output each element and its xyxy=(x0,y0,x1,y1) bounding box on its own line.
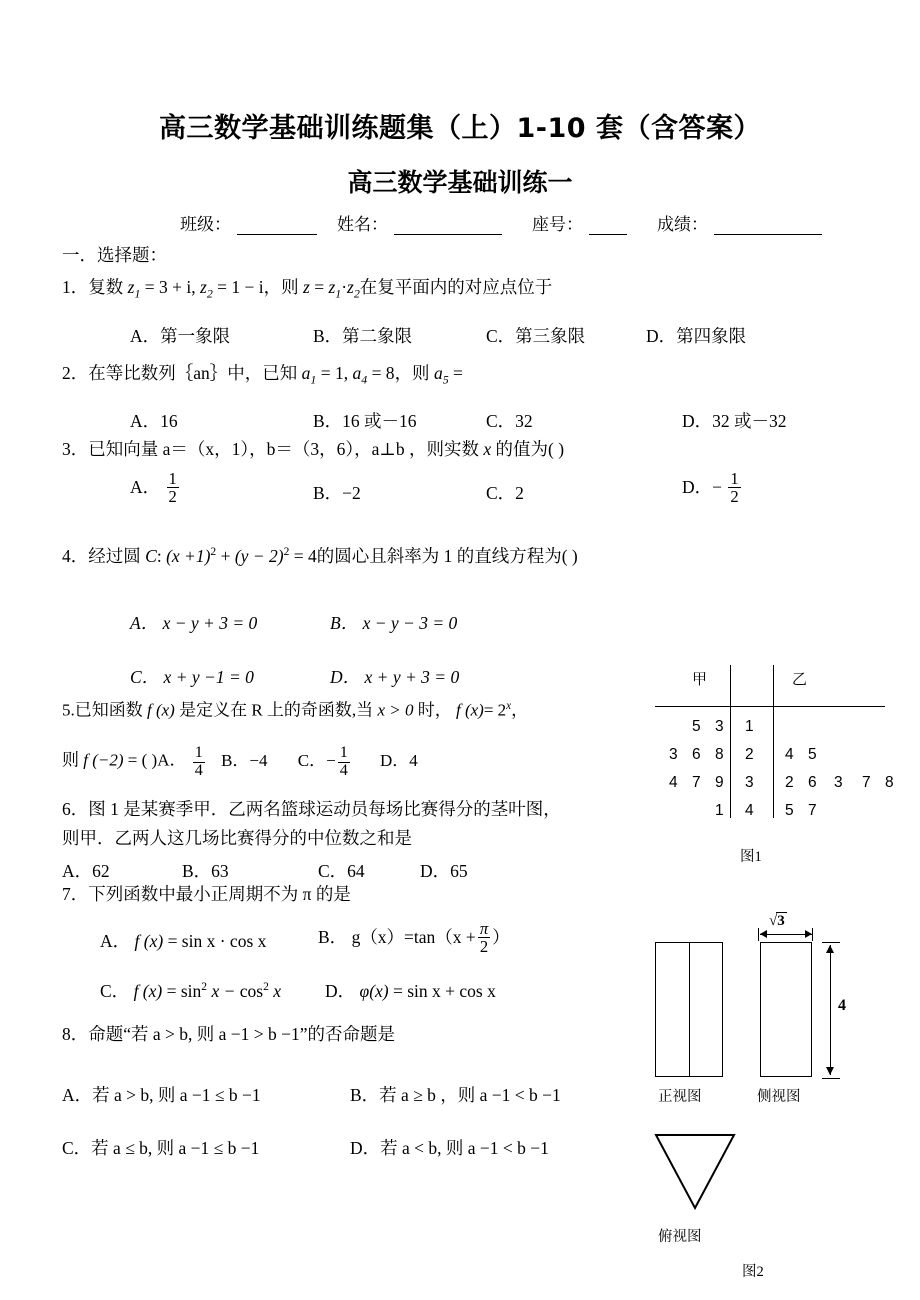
fraction-numerator: 1 xyxy=(168,469,177,488)
dimension-cap-left xyxy=(758,928,759,941)
stemleaf-leaf-left: 1 xyxy=(715,802,724,819)
stemleaf-leaf-left: 8 xyxy=(715,746,724,763)
q1-z2-sub: 2 xyxy=(206,286,213,301)
q4-option-d[interactable]: D． x + y + 3 = 0 xyxy=(330,667,460,687)
q5-stem-part2: 是定义在 R 上的奇函数,当 xyxy=(179,700,374,720)
q4-colon: : xyxy=(156,545,162,566)
q4-option-c[interactable]: C． x + y −1 = 0 xyxy=(130,667,254,687)
front-view-divider-line xyxy=(689,943,690,1076)
q1-stem-part1: 1．复数 xyxy=(62,277,124,297)
q5-option-d[interactable]: D．4 xyxy=(380,750,418,770)
q5-line2-part1: 则 xyxy=(62,750,79,770)
q2-stem-part2: ，则 xyxy=(394,363,430,383)
seat-field xyxy=(532,210,633,235)
height-dimension-marker xyxy=(820,935,860,1085)
dimension-cap-bottom xyxy=(822,1078,840,1079)
q5-stem-part3: 时， xyxy=(417,700,452,720)
q8-option-c[interactable]: C．若 a ≤ b, 则 a −1 ≤ b −1 xyxy=(62,1138,260,1158)
stemleaf-leaf-left: 3 xyxy=(715,718,724,735)
q5-stem-part1: 5.已知函数 xyxy=(62,700,143,720)
q7-c-fx: f (x) xyxy=(133,981,163,1001)
stemleaf-leaf-right: 4 xyxy=(785,746,794,763)
q5-line2-eq: = ( ) xyxy=(127,750,158,770)
stemleaf-header-left: 甲 xyxy=(692,672,708,688)
q4-option-a[interactable]: A． x − y + 3 = 0 xyxy=(130,613,258,633)
dimension-cap-top xyxy=(822,942,840,943)
question-6-line1: 6．图 1 是某赛季甲．乙两名篮球运动员每场比赛得分的茎叶图， xyxy=(62,799,561,819)
q1-z1-sub: 1 xyxy=(134,286,141,301)
fraction-numerator: 1 xyxy=(194,744,203,761)
q8-option-a[interactable]: A．若 a > b, 则 a −1 ≤ b −1 xyxy=(62,1085,261,1105)
document-subtitle: 高三数学基础训练一 xyxy=(347,168,573,197)
q3-option-a-label: A． xyxy=(130,476,161,497)
q8-option-b[interactable]: B．若 a ≥ b ，则 a −1 < b −1 xyxy=(350,1085,561,1105)
stemleaf-leaf-left: 4 xyxy=(669,774,678,791)
q3-option-a-fraction xyxy=(167,470,179,506)
q1-option-c[interactable]: C．第三象限 xyxy=(486,326,586,346)
q2-a1-sub: 1 xyxy=(310,372,317,387)
q7-option-b-label: B． xyxy=(318,926,348,947)
radical-sign: √ xyxy=(769,913,778,929)
q3-option-d[interactable] xyxy=(682,470,743,506)
figure-2-three-views xyxy=(630,905,920,1285)
q1-eqz: = xyxy=(314,277,325,297)
stemleaf-leaf-left: 6 xyxy=(692,746,701,763)
stemleaf-horizontal-rule xyxy=(655,706,885,707)
q5-fx2: f (x) xyxy=(455,700,484,720)
score-field xyxy=(657,210,828,235)
stemleaf-vertical-rule-left xyxy=(730,665,731,818)
q2-stem-part1: 2．在等比数列｛an｝中，已知 xyxy=(62,363,298,383)
q2-a4-sub: 4 xyxy=(361,372,368,387)
q5-option-a-fraction xyxy=(193,745,205,780)
q3-x: x xyxy=(483,439,492,459)
fraction-numerator: 1 xyxy=(730,469,739,488)
dimension-arrow-right xyxy=(805,930,812,938)
question-5-stem xyxy=(62,700,528,720)
class-field-input[interactable] xyxy=(237,219,317,235)
q5-eq: = 2 xyxy=(483,700,507,720)
q1-eq1: = 3 + i, xyxy=(144,277,196,297)
top-view-triangle xyxy=(652,1130,742,1215)
dimension-arrow-left xyxy=(760,930,767,938)
stemleaf-leaf-right: 2 xyxy=(785,774,794,791)
document-title: 高三数学基础训练题集（上）1-10 套（含答案） xyxy=(159,113,761,144)
q4-stem-part2: 的圆心且斜率为 1 的直线方程为( ) xyxy=(316,545,578,566)
q5-option-c-label[interactable]: C．− xyxy=(297,750,336,770)
q8-option-d[interactable]: D．若 a < b, 则 a −1 < b −1 xyxy=(350,1138,549,1158)
class-field-label: 班级： xyxy=(180,215,231,234)
q7-d-expr: = sin x + cos x xyxy=(393,981,496,1001)
front-view-rectangle xyxy=(655,942,723,1077)
stemleaf-leaf-right: 5 xyxy=(785,802,794,819)
q7-option-c-label: C． xyxy=(100,981,130,1001)
stemleaf-stem: 3 xyxy=(745,774,754,791)
stemleaf-leaf-right: 7 xyxy=(862,774,871,791)
q5-option-b[interactable]: B．−4 xyxy=(221,750,268,770)
q7-c-sup1: 2 xyxy=(201,981,208,994)
width-dimension-marker xyxy=(756,913,816,941)
q4-expr1: (x +1) xyxy=(166,545,211,566)
q2-a5-sub: 5 xyxy=(442,372,449,387)
q2-option-c[interactable]: C．32 xyxy=(486,411,533,431)
stemleaf-leaf-left: 5 xyxy=(692,718,701,735)
q7-option-d[interactable] xyxy=(325,978,496,1003)
question-2-stem xyxy=(62,364,463,387)
fraction-denominator: 4 xyxy=(339,761,348,779)
stemleaf-leaf-left: 9 xyxy=(715,774,724,791)
q6-option-d[interactable]: D．65 xyxy=(420,861,468,881)
q5-comma: ， xyxy=(511,700,529,720)
q1-dot: · xyxy=(341,277,348,297)
score-field-label: 成绩： xyxy=(657,215,708,234)
stemleaf-leaf-right: 5 xyxy=(808,746,817,763)
q7-option-a[interactable] xyxy=(100,928,266,953)
question-4-stem xyxy=(62,546,578,566)
q7-option-a-label: A． xyxy=(100,931,131,951)
front-view-label: 正视图 xyxy=(658,1089,702,1105)
q4-eq4: = 4 xyxy=(293,545,317,566)
height-dimension-value: 4 xyxy=(838,997,846,1014)
q4-stem-part1: 4．经过圆 xyxy=(62,545,141,566)
dimension-cap-right xyxy=(812,928,813,941)
stemleaf-leaf-left: 7 xyxy=(692,774,701,791)
q7-c-x1: x − xyxy=(211,981,236,1001)
radicand: 3 xyxy=(777,913,785,929)
side-view-rectangle xyxy=(760,942,812,1077)
q7-a-fx: f (x) xyxy=(134,931,164,951)
q1-option-d[interactable]: D．第四象限 xyxy=(646,326,747,346)
q3-option-b[interactable]: B．−2 xyxy=(313,483,361,503)
q2-a4-val: = 8 xyxy=(371,363,395,383)
q6-option-b[interactable]: B．63 xyxy=(182,861,229,881)
stemleaf-leaf-right: 8 xyxy=(885,774,894,791)
question-1-stem xyxy=(62,278,552,301)
q1-option-b[interactable]: B．第二象限 xyxy=(313,326,413,346)
class-field xyxy=(180,210,323,235)
q5-x-cond: x > 0 xyxy=(377,700,414,720)
q1-z2: z xyxy=(200,277,207,297)
figure-1-stem-and-leaf-plot xyxy=(640,660,920,875)
q4-sup1: 2 xyxy=(210,546,217,558)
seat-field-label: 座号： xyxy=(532,215,583,234)
q1-z2b-sub: 2 xyxy=(353,286,360,301)
dimension-arrow-down xyxy=(826,1067,834,1075)
question-5-line2 xyxy=(62,745,418,780)
figure-1-caption: 图1 xyxy=(740,849,762,865)
q5-fx: f (x) xyxy=(147,700,175,720)
q7-b-close: ） xyxy=(492,926,510,947)
q7-c-sin: = sin xyxy=(166,981,202,1001)
student-info-fields xyxy=(180,210,828,235)
q1-stem-part2: ，则 xyxy=(263,277,299,297)
name-field-input[interactable] xyxy=(394,219,502,235)
fraction-denominator: 2 xyxy=(730,487,739,507)
stemleaf-header-right: 乙 xyxy=(792,672,808,688)
figure-2-caption: 图2 xyxy=(742,1264,764,1280)
section-heading: 一．选择题： xyxy=(62,245,167,265)
q2-a4: a xyxy=(352,363,362,383)
q1-eq2: = 1 − i xyxy=(217,277,264,297)
q7-option-c[interactable] xyxy=(100,978,281,1003)
q7-b-expr: g（x）=tan（x + xyxy=(351,926,476,947)
q7-c-sup2: 2 xyxy=(263,981,269,994)
stemleaf-stem: 2 xyxy=(745,746,754,763)
q1-option-a[interactable]: A．第一象限 xyxy=(130,326,231,346)
sqrt-icon xyxy=(769,913,787,930)
stemleaf-leaf-right: 6 xyxy=(808,774,817,791)
q2-option-b[interactable]: B．16 或－16 xyxy=(313,411,417,431)
q2-a5-val: = xyxy=(453,363,463,383)
q3-option-d-fraction xyxy=(728,470,740,506)
q3-option-d-label: D．− xyxy=(682,476,723,497)
q1-z1b-sub: 1 xyxy=(335,286,342,301)
width-dimension-value xyxy=(769,913,787,930)
q3-option-c[interactable]: C．2 xyxy=(486,483,524,503)
q6-option-a[interactable]: A．62 xyxy=(62,861,110,881)
q2-a1: a xyxy=(301,363,311,383)
fraction-denominator: 2 xyxy=(478,937,490,955)
q3-stem-part2: 的值为( ) xyxy=(495,439,565,459)
q1-z1: z xyxy=(127,277,135,297)
q1-z: z xyxy=(303,277,310,297)
q3-option-a[interactable] xyxy=(130,470,181,506)
q7-c-x2: x xyxy=(273,981,282,1001)
fraction-denominator: 4 xyxy=(194,761,203,779)
name-field xyxy=(337,210,508,235)
top-view-label: 俯视图 xyxy=(658,1229,702,1245)
q5-option-a-label[interactable]: A． xyxy=(157,750,187,770)
question-7-stem: 7．下列函数中最小正周期不为 π 的是 xyxy=(62,884,351,904)
q4-sup2: 2 xyxy=(283,546,290,558)
dimension-arrow-up xyxy=(826,945,834,953)
question-8-stem: 8．命题“若 a > b, 则 a −1 > b −1”的否命题是 xyxy=(62,1024,396,1044)
q3-stem-part1: 3．已知向量 a＝（x，1），b＝（3，6），a⊥b ，则实数 xyxy=(62,439,479,459)
fraction-numerator: 1 xyxy=(339,744,348,761)
stemleaf-stem: 4 xyxy=(745,802,754,819)
stemleaf-vertical-rule-right xyxy=(773,665,774,818)
q7-option-b-fraction xyxy=(478,920,490,956)
q4-circle-c: C xyxy=(145,545,157,566)
stemleaf-leaf-right: 3 xyxy=(834,774,843,791)
q5-sup: x xyxy=(506,700,512,712)
seat-field-input[interactable] xyxy=(589,219,627,235)
fraction-denominator: 2 xyxy=(168,487,177,507)
side-view-label: 侧视图 xyxy=(757,1089,801,1105)
q2-option-a[interactable]: A．16 xyxy=(130,411,178,431)
q2-a1-val: = 1, xyxy=(320,363,349,383)
q5-f-neg2: f (−2) xyxy=(83,750,124,770)
stemleaf-stem: 1 xyxy=(745,718,754,735)
q7-option-d-label: D． xyxy=(325,981,356,1001)
dimension-line-vertical xyxy=(830,945,831,1075)
question-3-stem xyxy=(62,440,564,459)
score-field-input[interactable] xyxy=(714,219,822,235)
q1-stem-part3: 在复平面内的对应点位于 xyxy=(359,277,553,297)
q2-a5: a xyxy=(433,363,443,383)
name-field-label: 姓名： xyxy=(337,215,388,234)
q7-a-expr: = sin x · cos x xyxy=(167,931,267,951)
q5-option-c-fraction xyxy=(338,745,350,780)
stemleaf-leaf-left: 3 xyxy=(669,746,678,763)
q6-option-c[interactable]: C．64 xyxy=(318,861,365,881)
q2-option-d[interactable]: D．32 或－32 xyxy=(682,411,787,431)
q1-z2b: z xyxy=(347,277,354,297)
q4-option-b[interactable]: B． x − y − 3 = 0 xyxy=(330,613,458,633)
stemleaf-leaf-right: 7 xyxy=(808,802,817,819)
q7-d-phi: φ(x) xyxy=(359,981,389,1001)
fraction-numerator: π xyxy=(479,919,489,938)
question-6-line2: 则甲．乙两人这几场比赛得分的中位数之和是 xyxy=(62,828,412,848)
q1-z1b: z xyxy=(328,277,336,297)
q4-plus: + xyxy=(220,545,231,566)
q7-option-b[interactable] xyxy=(318,920,510,956)
q7-c-cos: cos xyxy=(239,981,264,1001)
q4-expr2: (y − 2) xyxy=(234,545,284,566)
